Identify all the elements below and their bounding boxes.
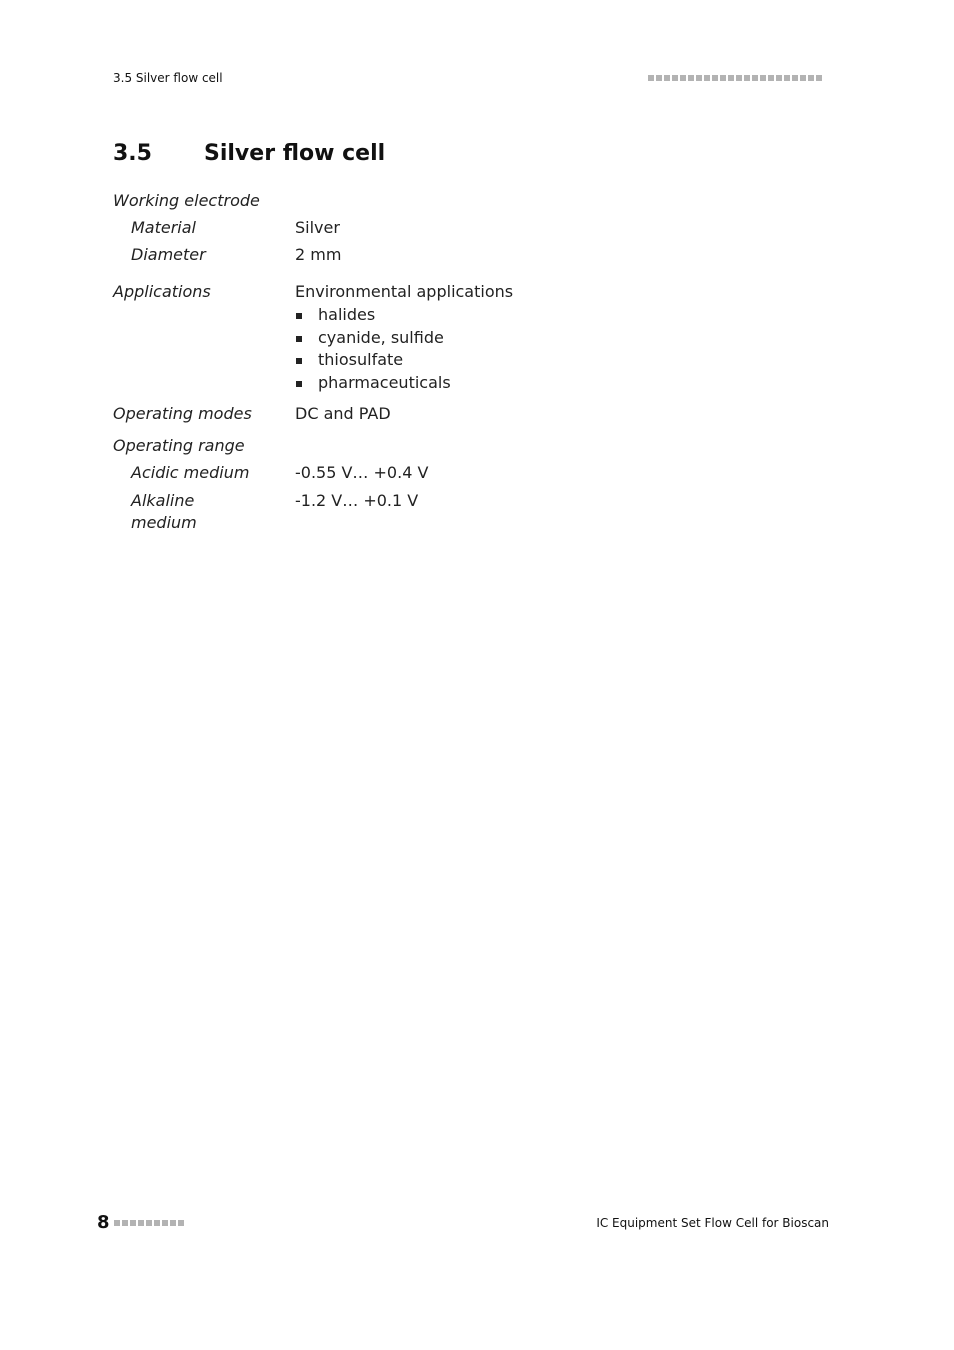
marker-square: [664, 75, 670, 81]
marker-square: [162, 1220, 168, 1226]
marker-square: [752, 75, 758, 81]
applications-list: [295, 304, 451, 394]
marker-square: [648, 75, 654, 81]
marker-square: [170, 1220, 176, 1226]
marker-square: [114, 1220, 120, 1226]
alkaline-medium-label-line1: Alkaline: [131, 491, 195, 510]
marker-square: [792, 75, 798, 81]
marker-square: [712, 75, 718, 81]
operating-range-label: Operating range: [113, 436, 245, 455]
list-item-text: pharmaceuticals: [318, 372, 451, 392]
marker-square: [154, 1220, 160, 1226]
list-item-text: thiosulfate: [318, 350, 404, 369]
marker-square: [720, 75, 726, 81]
list-item: [295, 372, 451, 395]
marker-square: [728, 75, 734, 81]
operating-modes-label: Operating modes: [113, 404, 252, 423]
footer-document-title: IC Equipment Set Flow Cell for Bioscan: [596, 1216, 829, 1230]
marker-square: [800, 75, 806, 81]
marker-square: [704, 75, 710, 81]
applications-intro: Environmental applications: [295, 282, 514, 301]
running-header-title: 3.5 Silver flow cell: [113, 71, 223, 85]
list-item-text: halides: [318, 305, 376, 324]
section-title: Silver flow cell: [204, 141, 386, 166]
marker-square: [672, 75, 678, 81]
marker-square: [146, 1220, 152, 1226]
bullet-icon: [296, 358, 302, 364]
diameter-value: 2 mm: [295, 245, 342, 264]
material-label: Material: [131, 218, 196, 237]
marker-square: [122, 1220, 128, 1226]
marker-square: [688, 75, 694, 81]
working-electrode-label: Working electrode: [113, 191, 260, 210]
list-item-text: cyanide, sulfide: [318, 327, 444, 347]
list-item: [295, 327, 451, 350]
acidic-medium-label: Acidic medium: [131, 463, 250, 482]
alkaline-medium-label-line2: medium: [131, 513, 197, 532]
marker-square: [656, 75, 662, 81]
marker-square: [130, 1220, 136, 1226]
list-item: [295, 304, 451, 327]
marker-square: [696, 75, 702, 81]
marker-square: [808, 75, 814, 81]
marker-square: [744, 75, 750, 81]
material-value: Silver: [295, 218, 340, 237]
footer-marker-bar: [114, 1220, 184, 1226]
diameter-label: Diameter: [131, 245, 206, 264]
list-item: [295, 349, 451, 372]
marker-square: [178, 1220, 184, 1226]
marker-square: [760, 75, 766, 81]
marker-square: [736, 75, 742, 81]
marker-square: [768, 75, 774, 81]
marker-square: [680, 75, 686, 81]
marker-square: [784, 75, 790, 81]
operating-modes-value: DC and PAD: [295, 404, 391, 423]
applications-label: Applications: [113, 282, 211, 301]
bullet-icon: [296, 336, 302, 342]
marker-square: [816, 75, 822, 81]
section-number: 3.5: [113, 141, 152, 166]
marker-square: [138, 1220, 144, 1226]
acidic-medium-value: -0.55 V… +0.4 V: [295, 463, 429, 482]
page-number: 8: [97, 1212, 110, 1233]
bullet-icon: [296, 381, 302, 387]
bullet-icon: [296, 313, 302, 319]
marker-square: [776, 75, 782, 81]
alkaline-medium-value: -1.2 V… +0.1 V: [295, 491, 419, 510]
header-marker-bar: [648, 75, 822, 81]
